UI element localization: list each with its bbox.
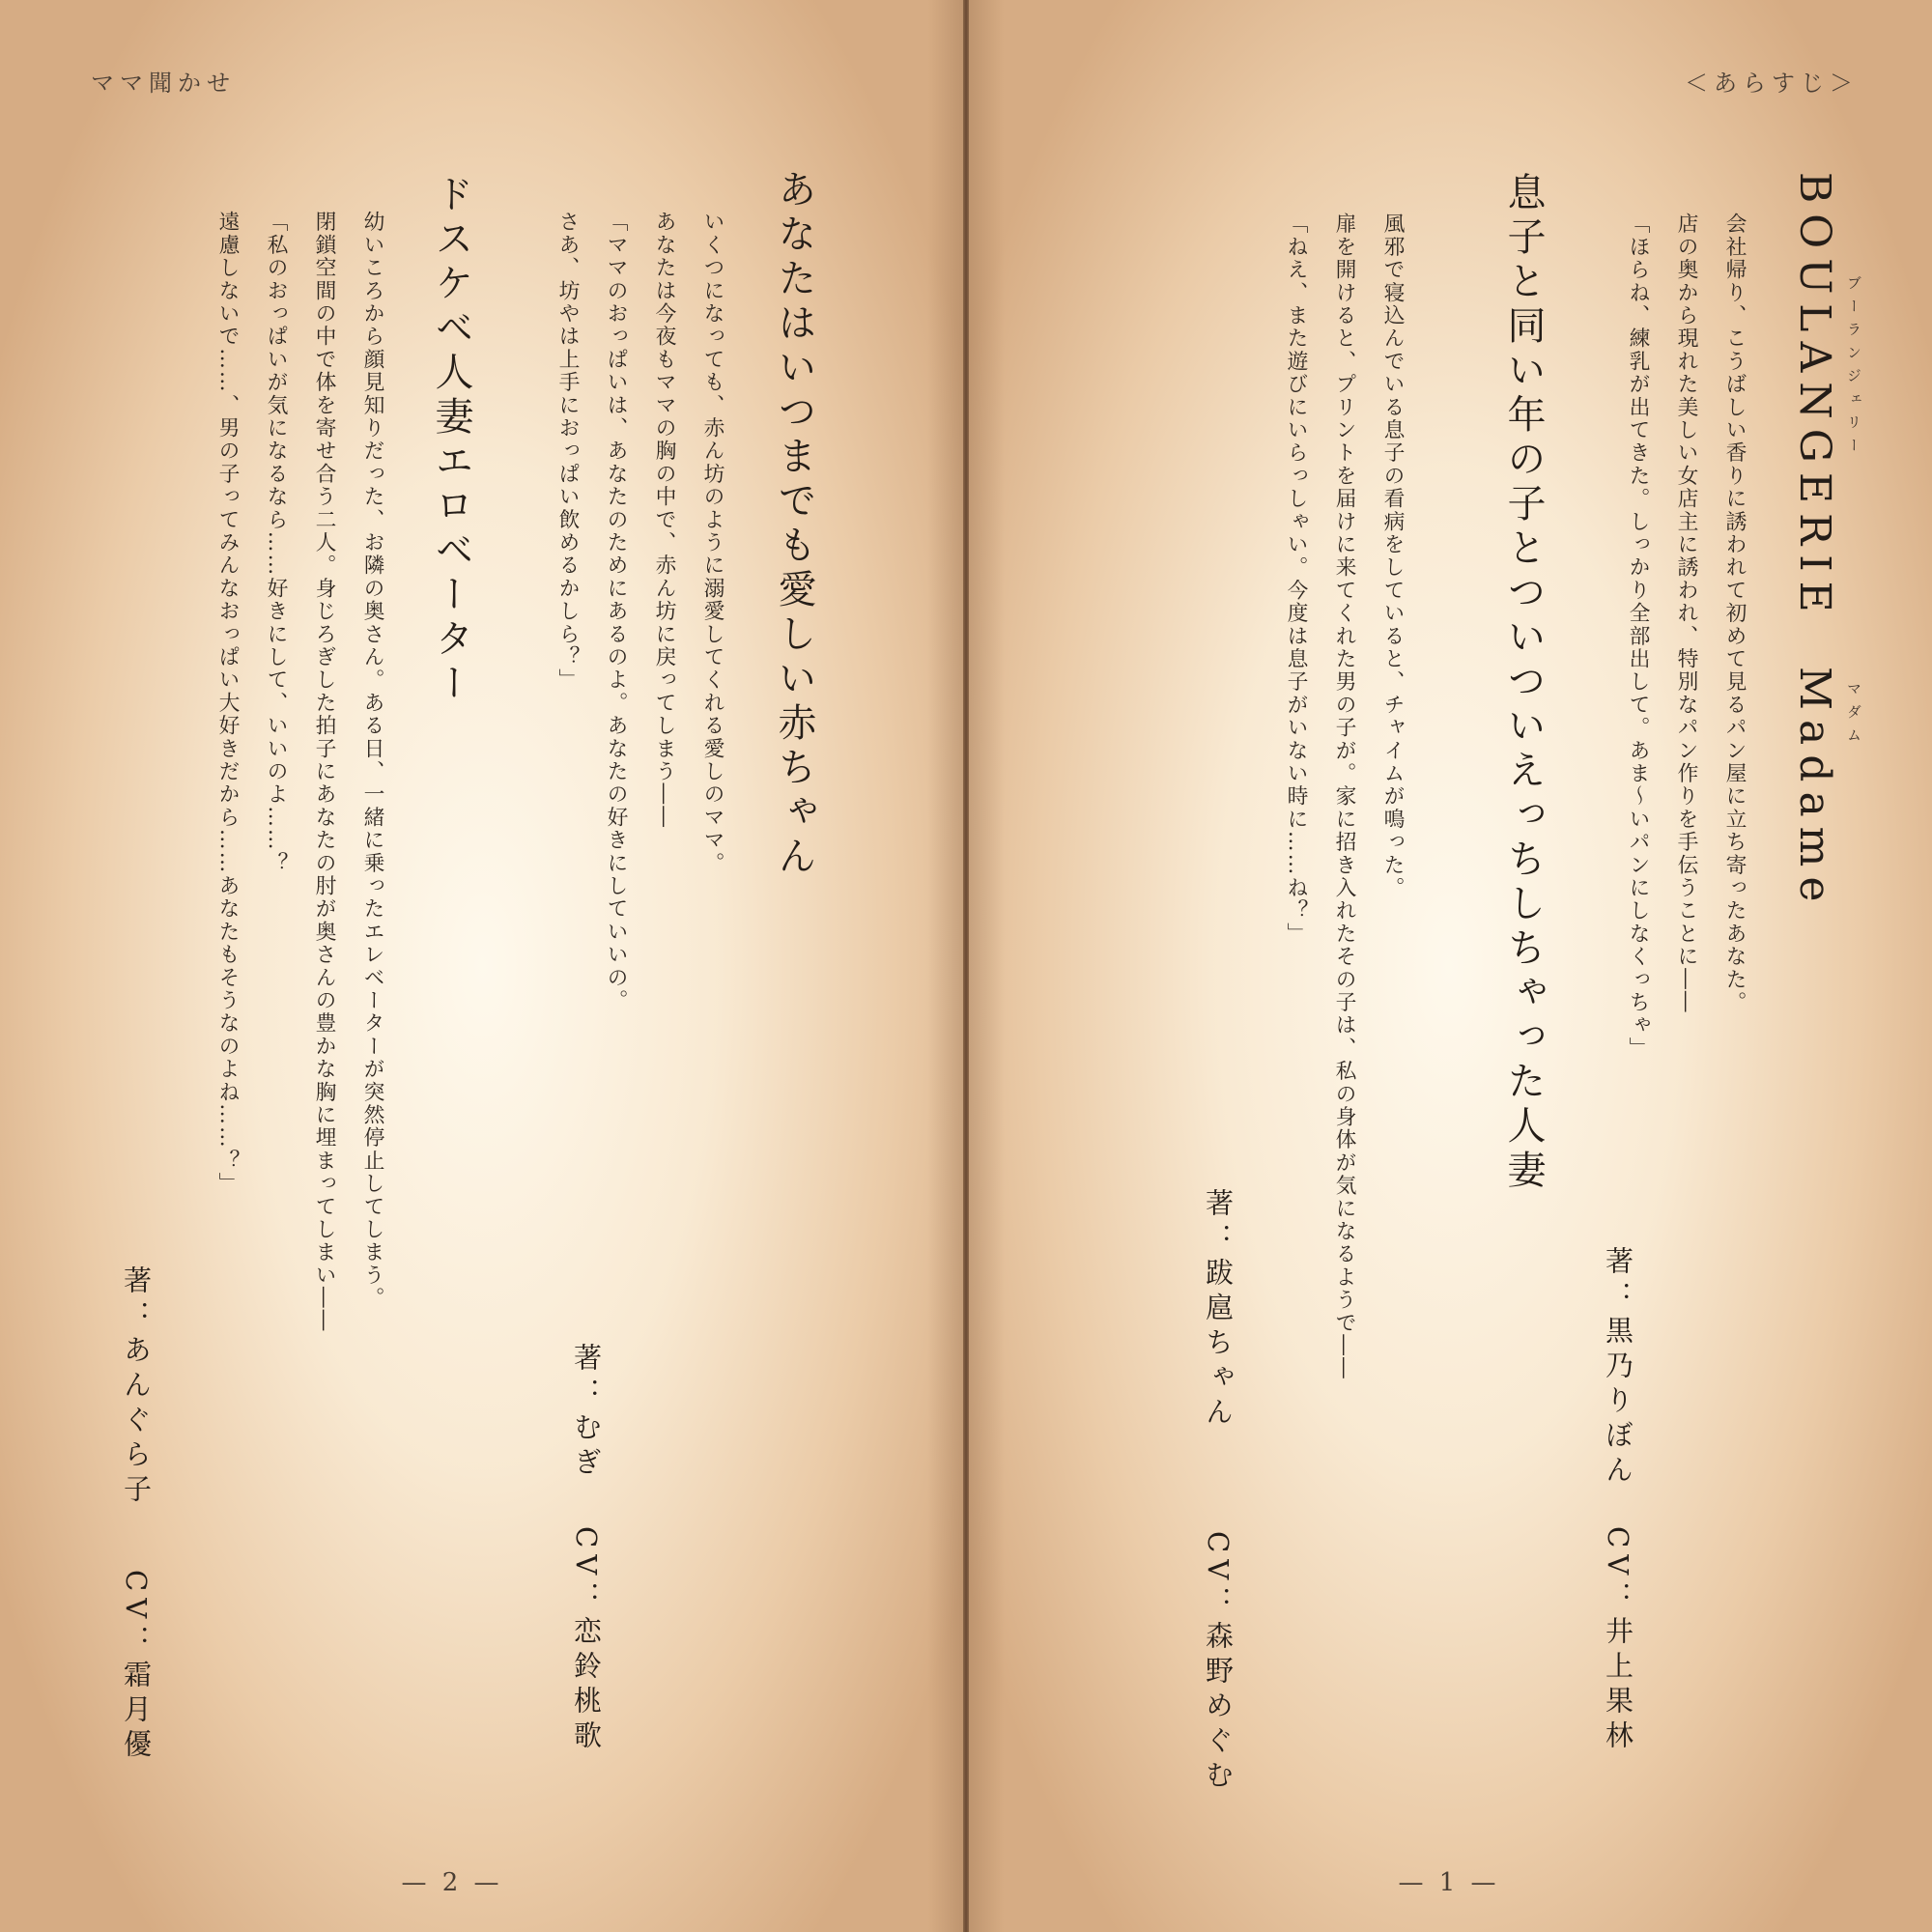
right-page-header: ＜あらすじ＞ [1685,70,1859,97]
story-title: 息子と同い年の子とついついえっちしちゃった人妻 [1501,172,1546,1194]
left-page-header: ママ聞かせ [91,70,236,97]
book-spine [963,0,969,1932]
story-body-line: 「ほらね、練乳が出てきた。しっかり全部出して。あま～いパンにしなくっちゃ」 [1626,213,1650,1060]
story-body-line: 「ママのおっぱいは、あなたのためにあるのよ。あなたの好きにしていいの。 [604,211,628,1012]
story-body-line: 風邪で寝込んでいる息子の看病をしていると、チャイムが鳴った。 [1380,213,1405,899]
story-title-main: BOULANGERIE [1790,172,1839,622]
story-author: 著：黒乃りぼん [1602,1246,1634,1490]
story-body-line: いくつになっても、赤ん坊のように溺愛してくれる愛しのママ。 [700,211,724,875]
right-page [966,0,1932,1932]
story-body-line: 会社帰り、こうばしい香りに誘われて初めて見るパン屋に立ち寄ったあなた。 [1722,213,1747,1014]
story-cv: CV：森野めぐむ [1202,1531,1235,1796]
story-body-line: あなたは今夜もママの胸の中で、赤ん坊に戻ってしまう―― [652,211,676,829]
story-body-line: 「ねえ、また遊びにいらっしゃい。今度は息子がいない時に……ね？」 [1284,213,1308,946]
page-number: — 2 — [401,1868,503,1897]
story-body-line: 遠慮しないで……、男の子ってみんなおっぱい大好きだから……あなたもそうなのよね……？」 [215,211,240,1196]
story-body-line: 閉鎖空間の中で体を寄せ合う二人。身じろぎした拍子にあなたの肘が奥さんの豊かな胸に埋まってしまい―― [312,211,336,1333]
story-body-line: 「私のおっぱいが気になるなら……好きにして、いいのよ……？ [264,211,288,875]
story-author: 著：むぎ [570,1343,603,1482]
story-cv: CV：恋鈴桃歌 [570,1526,603,1756]
story-title: ドスケベ人妻エロベーター [429,174,473,707]
page-number: — 1 — [1398,1868,1500,1897]
story-body-line: 店の奥から現れた美しい女店主に誘われ、特別なパン作りを手伝うことに―― [1674,213,1698,1014]
story-body-line: 幼いころから顔見知りだった、お隣の奥さん。ある日、一緒に乗ったエレベーターが突然停止してしまう。 [360,211,384,1310]
story-title: あなたはいつまでも愛しい赤ちゃん [772,169,816,880]
story-title-sub: Madame [1790,666,1839,912]
story-author: 著：跋扈ちゃん [1202,1188,1235,1432]
story-cv: CV：井上果林 [1602,1526,1634,1756]
story-body-line: 扉を開けると、プリントを届けに来てくれた男の子が。家に招き入れたその子は、私の身体が気になるようで―― [1332,213,1356,1380]
story-title-ruby: ブーランジェリー [1845,275,1862,461]
story-author: 著：あんぐら子 [120,1265,153,1509]
story-body-line: さあ、坊やは上手におっぱい飲めるかしら？」 [555,211,580,692]
story-cv: CV：霜月優 [120,1570,153,1765]
story-title [1790,172,1839,911]
story-title-ruby: マダム [1845,681,1862,751]
